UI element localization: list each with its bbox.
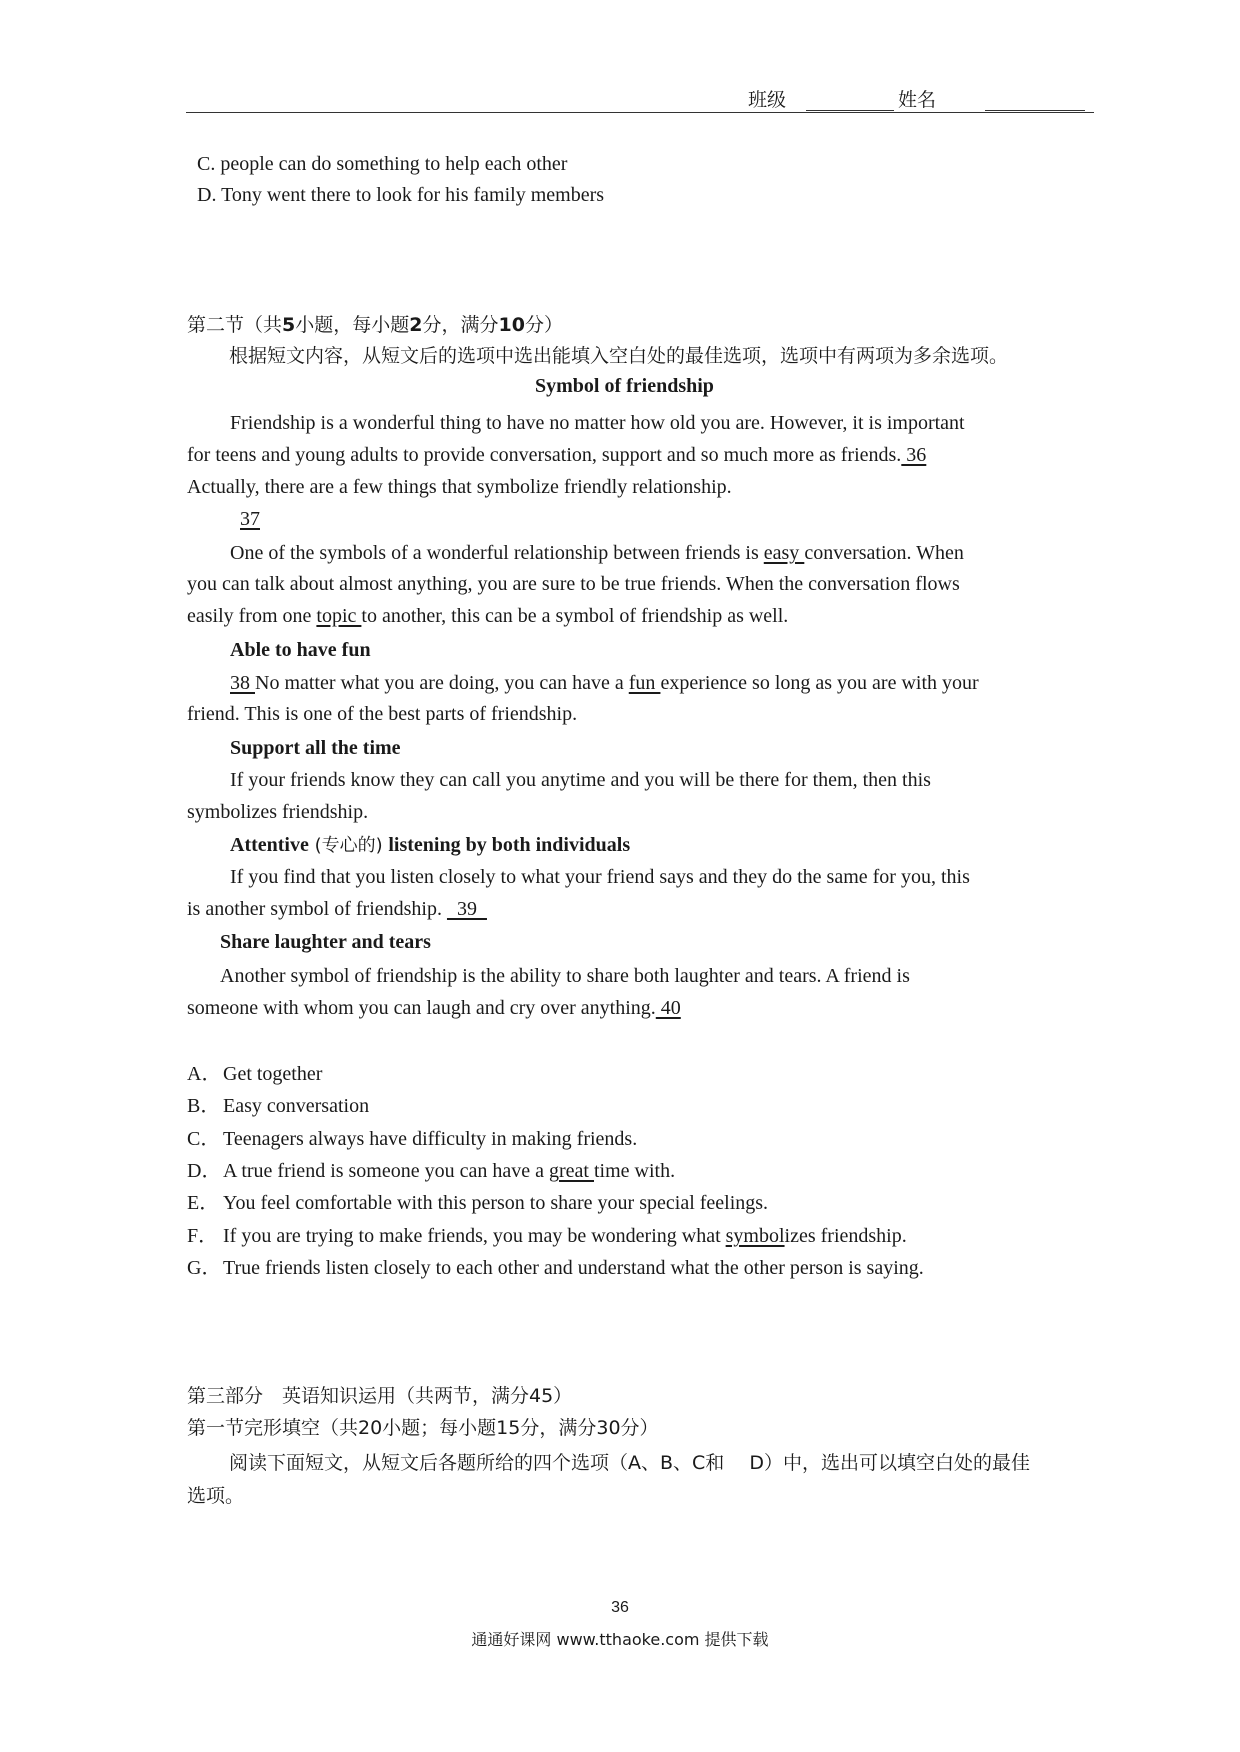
p3-line2: friend. This is one of the best parts of friendship. <box>187 703 578 725</box>
class-blank <box>806 92 894 111</box>
subheading-support: Support all the time <box>230 737 401 759</box>
option-g: G．True friends listen closely to each other and understand what the other person is saying. <box>187 1257 924 1279</box>
section2-instruction: 根据短文内容，从短文后的选项中选出能填入空白处的最佳选项，选项中有两项为多余选项。 <box>229 345 1009 367</box>
name-blank <box>985 92 1085 111</box>
prev-option-c: C. people can do something to help each other <box>197 153 568 175</box>
class-label: 班级 <box>748 89 787 111</box>
p2-line3: easily from one topic to another, this can be a symbol of friendship as well. <box>187 605 789 627</box>
subheading-fun: Able to have fun <box>230 639 371 661</box>
p1-line3: Actually, there are a few things that symbolize friendly relationship. <box>187 476 732 498</box>
blank-40: 40 <box>655 997 681 1019</box>
blank-37: 37 <box>240 508 260 530</box>
p4-line1: If your friends know they can call you anytime and you will be there for them, then this <box>230 769 931 791</box>
part3-instruction-line1: 阅读下面短文，从短文后各题所给的四个选项（A、B、C和 D）中，选出可以填空白处的最佳 <box>229 1452 1030 1474</box>
option-f: F． If you are trying to make friends, you may be wondering what symbolizes friendship. <box>187 1225 907 1247</box>
p1-line1: Friendship is a wonderful thing to have no matter how old you are. However, it is important <box>230 412 965 434</box>
footer-source: 通通好课网 www.tthaoke.com 提供下载 <box>471 1630 769 1649</box>
blank-38: 38 <box>230 672 255 694</box>
p1-line2: for teens and young adults to provide conversation, support and so much more as friends. 36 <box>187 444 927 466</box>
option-d: D．A true friend is someone you can have a great time with. <box>187 1160 676 1182</box>
p2-line2: you can talk about almost anything, you are sure to be true friends. When the conversation flows <box>187 573 960 595</box>
part3-heading: 第三部分 英语知识运用（共两节，满分45） <box>187 1385 573 1407</box>
p5-line2: is another symbol of friendship. 39 <box>187 898 487 920</box>
blank-36: 36 <box>901 444 927 466</box>
subheading-attentive: Attentive (专心的) listening by both individuals <box>230 834 631 856</box>
page-number: 36 <box>611 1599 629 1616</box>
p6-line1: Another symbol of friendship is the ability to share both laughter and tears. A friend is <box>220 965 910 987</box>
p5-line1: If you find that you listen closely to what your friend says and they do the same for you, this <box>230 866 970 888</box>
p6-line2: someone with whom you can laugh and cry over anything. 40 <box>187 997 681 1019</box>
blank-39: 39 <box>446 898 487 920</box>
option-b: B． Easy conversation <box>187 1095 370 1117</box>
p2-line1: One of the symbols of a wonderful relationship between friends is easy conversation. When <box>230 542 964 564</box>
option-e: E． You feel comfortable with this person to share your special feelings. <box>187 1192 769 1214</box>
part3-instruction-line2: 选项。 <box>187 1485 245 1507</box>
option-c: C． Teenagers always have difficulty in making friends. <box>187 1128 638 1150</box>
section2-heading: 第二节（共5小题，每小题2分，满分10分） <box>187 314 563 336</box>
option-a: A．Get together <box>187 1063 323 1085</box>
p3-line1: 38 No matter what you are doing, you can have a fun experience so long as you are with your <box>230 672 979 694</box>
name-label: 姓名 <box>898 89 937 111</box>
part3-section1: 第一节完形填空（共20小题；每小题15分，满分30分） <box>187 1417 659 1439</box>
prev-option-d: D. Tony went there to look for his family members <box>197 184 605 206</box>
header-rule <box>186 112 1094 113</box>
p4-line2: symbolizes friendship. <box>187 801 369 823</box>
subheading-share: Share laughter and tears <box>220 931 431 953</box>
passage-title: Symbol of friendship <box>535 375 714 397</box>
